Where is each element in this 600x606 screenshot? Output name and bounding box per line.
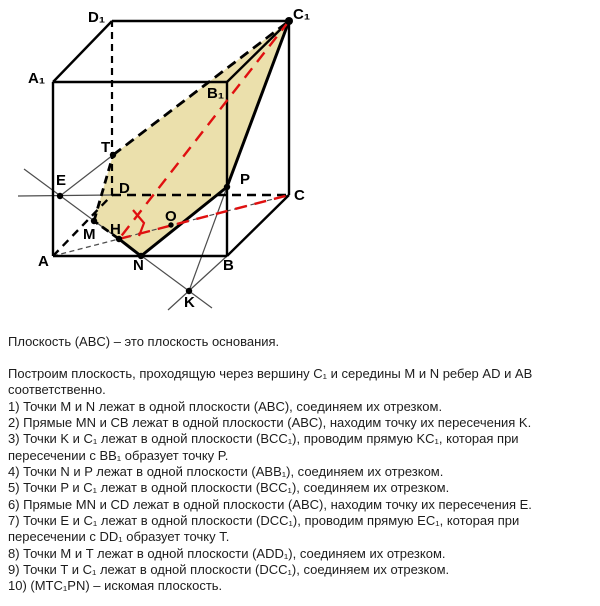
dot-T [110,152,116,158]
label-A: A [38,253,49,270]
label-H: H [110,221,121,238]
label-O: O [165,208,177,225]
solution-line: 3) Точки K и C₁ лежат в одной плоскости (BCC₁), проводим прямую KC₁, которая при [8,431,519,447]
label-P: P [240,171,251,188]
label-C: C [294,187,305,204]
solution-line: 5) Точки P и C₁ лежат в одной плоскости (BCC₁), соединяем их отрезком. [8,480,450,496]
cd-extension-line [18,195,112,196]
solution-line: 1) Точки M и N лежат в одной плоскости (ABC), соединяем их отрезком. [8,398,443,414]
label-C1: C₁ [293,6,311,23]
label-M: M [83,226,96,243]
label-D1: D₁ [88,9,106,26]
dot-C1 [285,17,293,25]
dot-M [91,218,97,224]
solution-line: пересечении с DD₁ образует точку T. [8,529,230,545]
solution-line: 7) Точки E и C₁ лежат в одной плоскости (DCC₁), проводим прямую EC₁, которая при [8,512,520,528]
label-E: E [56,172,67,189]
label-N: N [133,257,144,274]
solution-line: 4) Точки N и P лежат в одной плоскости (ABB₁), соединяем их отрезком. [8,463,444,479]
label-A1: A₁ [28,70,46,87]
solution-line: Построим плоскость, проходящую через вершину C₁ и середины M и N ребер AD и AB [8,366,533,381]
base-plane-note: Плоскость (ABC) – это плоскость основания. [8,334,280,349]
solution-line: 6) Прямые MN и CD лежат в одной плоскости (ABC), находим точку их пересечения E. [8,496,532,512]
dot-E [57,193,63,199]
label-B1: B₁ [207,85,225,102]
solution-line: 10) (MTC₁PN) – искомая плоскость. [8,578,223,594]
label-K: K [184,294,195,311]
solution-line: 2) Прямые MN и CB лежат в одной плоскости (ABC), находим точку их пересечения K. [8,414,532,430]
label-D: D [119,180,130,197]
solution-line: 9) Точки T и C₁ лежат в одной плоскости (DCC₁), соединяем их отрезком. [8,561,450,577]
dot-P [224,184,230,190]
label-T: T [101,139,111,156]
label-B: B [223,257,234,274]
solution-line: соответственно. [8,382,106,398]
solution-line: 8) Точки M и T лежат в одной плоскости (ADD₁), соединяем их отрезком. [8,545,446,561]
solution-line: пересечении с BB₁ образует точку P. [8,447,229,463]
cb-extension-line [168,256,227,310]
solution-steps [8,366,532,595]
edge-A1-D1 [53,21,112,82]
section-plane-fill [94,21,289,256]
